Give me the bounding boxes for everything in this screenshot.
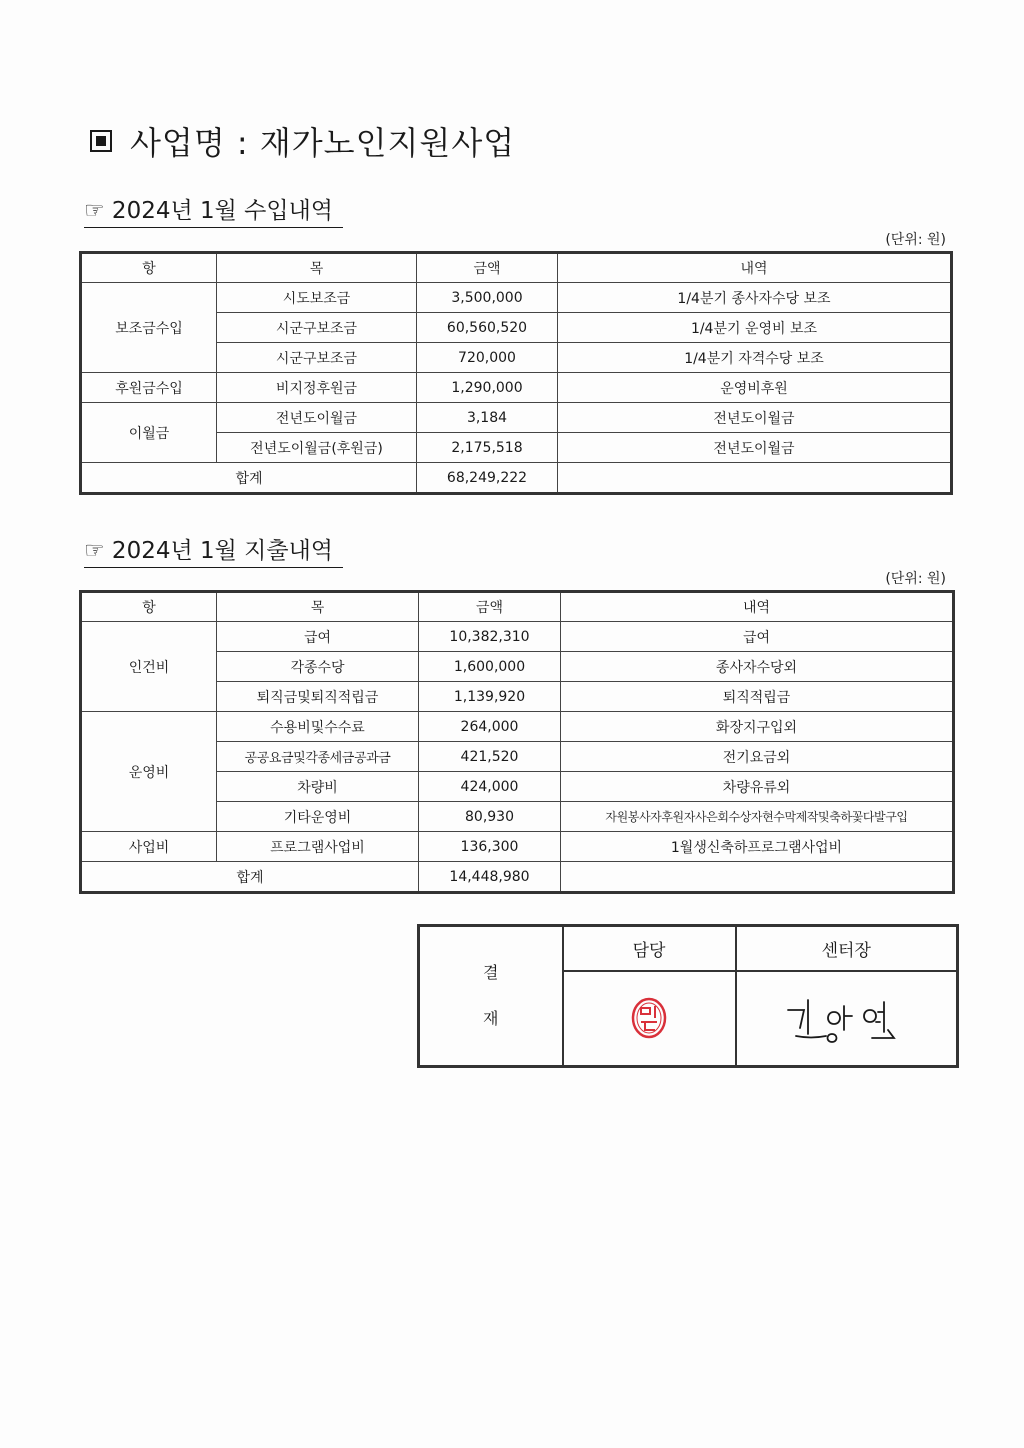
group-hang: 사업비 <box>81 832 217 862</box>
director-sign-cell <box>736 971 958 1066</box>
expense-table <box>79 590 955 894</box>
row-desc: 종사자수당외 <box>561 652 954 682</box>
approval-label-bottom: 재 <box>483 1008 499 1028</box>
row-mok: 비지정후원금 <box>217 373 417 403</box>
square-marker-icon <box>90 130 112 152</box>
expense-heading: ☞ 2024년 1월 지출내역 <box>84 532 343 568</box>
row-desc: 퇴직적립금 <box>561 682 954 712</box>
approval-col-director: 센터장 <box>736 926 958 972</box>
row-mok: 차량비 <box>217 772 419 802</box>
row-amount: 3,184 <box>417 403 558 433</box>
row-mok: 시군구보조금 <box>217 343 417 373</box>
table-row <box>81 622 954 652</box>
income-total-row <box>81 463 952 494</box>
income-heading: ☞ 2024년 1월 수입내역 <box>84 192 343 228</box>
row-desc: 차량유류외 <box>561 772 954 802</box>
total-desc-empty <box>558 463 952 494</box>
row-mok: 각종수당 <box>217 652 419 682</box>
approval-label-top: 결 <box>483 962 499 982</box>
page-title <box>90 118 515 164</box>
total-label: 합계 <box>81 862 419 893</box>
row-desc: 1/4분기 운영비 보조 <box>558 313 952 343</box>
row-mok: 기타운영비 <box>217 802 419 832</box>
header-hang: 항 <box>81 592 217 622</box>
row-desc: 자원봉사자후원자사은회수상자현수막제작및축하꽃다발구입 <box>561 802 954 832</box>
row-amount: 3,500,000 <box>417 283 558 313</box>
row-desc: 전년도이월금 <box>558 433 952 463</box>
row-desc: 전기요금외 <box>561 742 954 772</box>
header-mok: 목 <box>217 592 419 622</box>
table-row <box>81 373 952 403</box>
total-label: 합계 <box>81 463 417 494</box>
row-mok: 급여 <box>217 622 419 652</box>
table-row <box>81 283 952 313</box>
row-amount: 136,300 <box>419 832 561 862</box>
row-desc: 운영비후원 <box>558 373 952 403</box>
header-desc: 내역 <box>561 592 954 622</box>
page-title-text: 사업명 : 재가노인지원사업 <box>130 124 516 162</box>
group-hang: 운영비 <box>81 712 217 832</box>
approval-box <box>417 924 959 1068</box>
total-desc-empty <box>561 862 954 893</box>
expense-header-row <box>81 592 954 622</box>
group-hang: 인건비 <box>81 622 217 712</box>
row-desc: 1/4분기 종사자수당 보조 <box>558 283 952 313</box>
header-hang: 항 <box>81 253 217 283</box>
row-mok: 시군구보조금 <box>217 313 417 343</box>
total-amount: 68,249,222 <box>417 463 558 494</box>
row-amount: 264,000 <box>419 712 561 742</box>
row-amount: 2,175,518 <box>417 433 558 463</box>
group-hang: 보조금수입 <box>81 283 217 373</box>
row-desc: 1/4분기 자격수당 보조 <box>558 343 952 373</box>
row-desc: 전년도이월금 <box>558 403 952 433</box>
group-hang: 후원금수입 <box>81 373 217 403</box>
row-amount: 60,560,520 <box>417 313 558 343</box>
row-mok: 시도보조금 <box>217 283 417 313</box>
header-amount: 금액 <box>419 592 561 622</box>
expense-total-row <box>81 862 954 893</box>
approval-col-manager: 담당 <box>563 926 736 972</box>
income-header-row <box>81 253 952 283</box>
row-amount: 1,600,000 <box>419 652 561 682</box>
approval-label <box>419 926 563 1067</box>
header-mok: 목 <box>217 253 417 283</box>
handwritten-signature <box>776 988 916 1048</box>
table-row <box>81 712 954 742</box>
row-amount: 10,382,310 <box>419 622 561 652</box>
header-desc: 내역 <box>558 253 952 283</box>
row-amount: 421,520 <box>419 742 561 772</box>
row-mok: 프로그램사업비 <box>217 832 419 862</box>
row-amount: 720,000 <box>417 343 558 373</box>
seal-stamp-icon <box>627 994 671 1042</box>
group-hang: 이월금 <box>81 403 217 463</box>
table-row <box>81 403 952 433</box>
row-desc: 급여 <box>561 622 954 652</box>
row-amount: 1,139,920 <box>419 682 561 712</box>
table-row <box>81 832 954 862</box>
row-amount: 1,290,000 <box>417 373 558 403</box>
row-mok: 전년도이월금 <box>217 403 417 433</box>
row-mok: 퇴직금및퇴직적립금 <box>217 682 419 712</box>
row-desc: 화장지구입외 <box>561 712 954 742</box>
row-mok: 공공요금및각종세금공과금 <box>217 742 419 772</box>
row-desc: 1월생신축하프로그램사업비 <box>561 832 954 862</box>
row-mok: 수용비및수수료 <box>217 712 419 742</box>
row-amount: 424,000 <box>419 772 561 802</box>
income-table <box>79 251 953 495</box>
total-amount: 14,448,980 <box>419 862 561 893</box>
expense-unit: (단위: 원) <box>885 571 946 587</box>
manager-sign-cell <box>563 971 736 1066</box>
income-unit: (단위: 원) <box>885 232 946 248</box>
row-amount: 80,930 <box>419 802 561 832</box>
row-mok: 전년도이월금(후원금) <box>217 433 417 463</box>
header-amount: 금액 <box>417 253 558 283</box>
